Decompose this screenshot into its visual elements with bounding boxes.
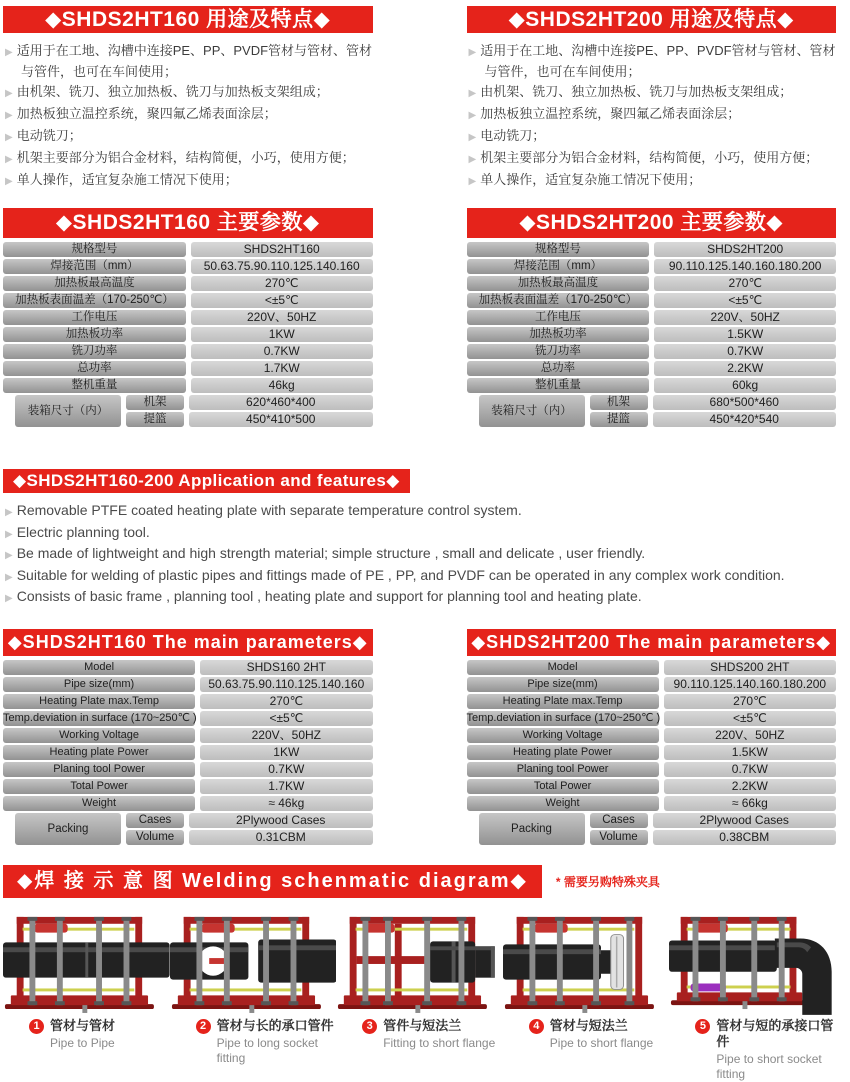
param-label: Total Power <box>467 779 659 794</box>
param-value: ≈ 66kg <box>664 796 836 811</box>
table-row <box>467 344 837 359</box>
caption-en: Pipe to short flange <box>549 1035 654 1050</box>
feature-item <box>5 82 373 103</box>
param-value: 90.110.125.140.160.180.200 <box>664 677 836 692</box>
param-value: 0.7KW <box>191 344 373 359</box>
param-value: 220V、50HZ <box>654 310 836 325</box>
param-value: SHDS2HT160 <box>191 242 373 257</box>
bullet-arrow-icon: ▶ <box>5 154 13 165</box>
feature-text: 机架主要部分为铝合金材料，结构简便，小巧，使用方便； <box>16 150 355 165</box>
table-row <box>590 830 837 845</box>
table-row <box>3 694 373 709</box>
features-cn-right <box>467 6 837 192</box>
param-label: Model <box>467 660 659 675</box>
bullet-arrow-icon: ▶ <box>5 88 13 99</box>
param-label: Model <box>3 660 195 675</box>
feature-item <box>5 566 836 588</box>
caption-en: Pipe to short socket fitting <box>716 1051 822 1081</box>
table-row <box>467 327 837 342</box>
param-sublabel: Cases <box>126 813 184 828</box>
caption-number-badge: 3 <box>362 1019 377 1034</box>
table-row <box>3 677 373 692</box>
param-sublabel: Volume <box>590 830 648 845</box>
table-row <box>467 276 837 291</box>
param-label: Total Power <box>3 779 195 794</box>
feature-item <box>5 587 836 609</box>
bullet-arrow-icon: ▶ <box>5 176 13 187</box>
bullet-arrow-icon: ▶ <box>468 154 477 165</box>
param-value: 2.2KW <box>664 779 836 794</box>
feature-text: 单人操作，适宜复杂施工情况下使用； <box>480 172 702 187</box>
table-row <box>467 310 837 325</box>
table-row <box>590 395 837 410</box>
feature-item <box>469 148 837 169</box>
table-row <box>3 310 373 325</box>
table-title: ◆SHDS2HT160 主要参数◆ <box>3 208 373 238</box>
bullet-arrow-icon: ▶ <box>5 593 13 604</box>
feature-text: 加热板独立温控系统，聚四氟乙烯表面涂层； <box>16 106 277 121</box>
feature-item <box>5 104 373 125</box>
feature-item <box>469 82 837 103</box>
table-row <box>467 779 837 794</box>
bullet-arrow-icon: ▶ <box>468 176 477 187</box>
bullet-arrow-icon: ▶ <box>468 132 477 143</box>
feature-text: 加热板独立温控系统，聚四氟乙烯表面涂层； <box>480 106 741 121</box>
table-row <box>590 813 837 828</box>
param-label: 加热板功率 <box>467 327 650 342</box>
param-value: 0.7KW <box>654 344 836 359</box>
param-label: 总功率 <box>3 361 186 376</box>
param-value: 0.38CBM <box>653 830 837 845</box>
caption-number-badge: 4 <box>529 1019 544 1034</box>
param-sublabel: 提篮 <box>126 412 184 427</box>
table-row <box>126 813 373 828</box>
param-sublabel: 机架 <box>590 395 648 410</box>
caption-number-badge: 5 <box>695 1019 710 1034</box>
table-row <box>3 378 373 393</box>
params-en-left <box>3 629 373 845</box>
param-value: 220V、50HZ <box>191 310 373 325</box>
param-label: 焊接范围（mm） <box>467 259 650 274</box>
param-label: 工作电压 <box>3 310 186 325</box>
feature-item <box>5 170 373 191</box>
bullet-arrow-icon: ▶ <box>468 110 477 121</box>
caption-en: Fitting to short flange <box>383 1035 496 1050</box>
table-title: ◆SHDS2HT160 The main parameters◆ <box>3 629 373 656</box>
table-row <box>3 327 373 342</box>
param-value: 1KW <box>200 745 372 760</box>
param-value: 1.7KW <box>191 361 373 376</box>
table-row <box>467 728 837 743</box>
diagram-cell <box>170 908 337 1016</box>
diagram-cell <box>503 908 670 1016</box>
features-cn-section <box>3 6 836 192</box>
param-label: Working Voltage <box>3 728 195 743</box>
param-value: SHDS2HT200 <box>654 242 836 257</box>
param-label: 加热板表面温差（170-250℃） <box>467 293 650 308</box>
welding-diagrams <box>3 908 836 1016</box>
feature-item <box>469 170 837 191</box>
caption-cn: 管材与短法兰 <box>549 1017 628 1033</box>
table-row <box>126 412 373 427</box>
packing-row <box>467 813 837 845</box>
bullet-arrow-icon: ▶ <box>5 47 13 58</box>
table-row <box>3 293 373 308</box>
param-value: 1KW <box>191 327 373 342</box>
params-cn-left <box>3 208 373 427</box>
feature-item <box>5 523 836 545</box>
param-value: 2Plywood Cases <box>189 813 373 828</box>
feature-text: Be made of lightweight and high strength material; simple structure , small and delicate , user friendly. <box>16 545 646 561</box>
caption-number-badge: 1 <box>29 1019 44 1034</box>
param-label: 整机重量 <box>3 378 186 393</box>
caption-en: Pipe to Pipe <box>50 1035 115 1050</box>
features-cn-left <box>3 6 373 192</box>
table-title: ◆SHDS2HT200 The main parameters◆ <box>467 629 837 656</box>
param-value: 46kg <box>191 378 373 393</box>
caption <box>170 1018 337 1082</box>
feature-text: Electric planning tool. <box>16 523 150 540</box>
diagram-captions <box>3 1018 836 1082</box>
packing-row <box>3 395 373 427</box>
caption <box>503 1018 670 1082</box>
feature-item <box>469 104 837 125</box>
feature-list <box>5 501 836 609</box>
param-value: 2.2KW <box>654 361 836 376</box>
feature-text: 适用于在工地、沟槽中连接PE、PP、PVDF管材与管材、管材与管件，也可在车间使用； <box>16 43 373 79</box>
feature-item <box>469 41 837 81</box>
param-value: 270℃ <box>654 276 836 291</box>
caption-cn: 管材与长的承口管件 <box>216 1017 334 1033</box>
param-label: Planing tool Power <box>467 762 659 777</box>
param-value: 60kg <box>654 378 836 393</box>
param-label: 规格型号 <box>3 242 186 257</box>
bullet-arrow-icon: ▶ <box>5 571 13 583</box>
params-cn-section <box>3 208 836 427</box>
params-en-section <box>3 629 836 845</box>
features-en-section <box>3 469 836 609</box>
param-value: 50.63.75.90.110.125.140.160 <box>191 259 373 274</box>
feature-text: 电动铣刀； <box>16 128 82 143</box>
bullet-arrow-icon: ▶ <box>468 88 477 99</box>
table-row <box>590 412 837 427</box>
param-label: 总功率 <box>467 361 650 376</box>
table-row <box>467 694 837 709</box>
packing-row <box>3 813 373 845</box>
param-label: Heating plate Power <box>467 745 659 760</box>
bullet-arrow-icon: ▶ <box>5 550 13 561</box>
feature-text: 由机架、铣刀、独立加热板、铣刀与加热板支架组成； <box>16 84 329 99</box>
table-row <box>3 762 373 777</box>
table-row <box>467 242 837 257</box>
diagram-cell <box>3 908 170 1016</box>
param-label: Pipe size(mm) <box>3 677 195 692</box>
table-row <box>3 711 373 726</box>
param-label: Weight <box>467 796 659 811</box>
param-label: 焊接范围（mm） <box>3 259 186 274</box>
machine-illustration-pipe-to-long-socket <box>170 908 337 1016</box>
param-value: 0.31CBM <box>189 830 373 845</box>
feature-text: Suitable for welding of plastic pipes and fittings made of PE , PP, and PVDF can be operated in any complex work condition. <box>16 566 785 583</box>
table-row <box>3 242 373 257</box>
param-value: 270℃ <box>200 694 372 709</box>
table-row <box>467 677 837 692</box>
welding-section-header <box>3 865 836 898</box>
feature-item <box>5 41 373 81</box>
param-label: Pipe size(mm) <box>467 677 659 692</box>
params-cn-right <box>467 208 837 427</box>
param-value: 450*410*500 <box>189 412 373 427</box>
param-value: 620*460*400 <box>189 395 373 410</box>
caption-cn: 管材与短的承接口管件 <box>716 1017 834 1049</box>
param-value: <±5℃ <box>200 711 372 726</box>
param-value: <±5℃ <box>664 711 836 726</box>
table-row <box>467 293 837 308</box>
param-value: ≈ 46kg <box>200 796 372 811</box>
params-en-right <box>467 629 837 845</box>
machine-illustration-pipe-to-short-flange <box>503 908 670 1016</box>
feature-item <box>5 501 836 523</box>
table-row <box>3 344 373 359</box>
feature-item <box>5 544 836 566</box>
bullet-arrow-icon: ▶ <box>5 132 13 143</box>
table-row <box>467 259 837 274</box>
feature-text: 电动铣刀； <box>480 128 546 143</box>
section-title: ◆SHDS2HT200 用途及特点◆ <box>467 6 837 33</box>
packing-row <box>467 395 837 427</box>
param-label: 铣刀功率 <box>467 344 650 359</box>
param-label: 加热板表面温差（170-250℃） <box>3 293 186 308</box>
table-row <box>467 361 837 376</box>
packing-label: 装箱尺寸（内） <box>15 395 121 427</box>
param-value: 50.63.75.90.110.125.140.160 <box>200 677 372 692</box>
caption <box>336 1018 503 1082</box>
param-table <box>467 660 837 845</box>
feature-item <box>469 126 837 147</box>
table-row <box>467 378 837 393</box>
param-value: <±5℃ <box>191 293 373 308</box>
param-value: <±5℃ <box>654 293 836 308</box>
table-row <box>126 395 373 410</box>
param-value: 0.7KW <box>200 762 372 777</box>
param-value: SHDS160 2HT <box>200 660 372 675</box>
feature-text: Consists of basic frame , planning tool , heating plate and support for planning tool and heating plate. <box>16 588 642 604</box>
param-label: Heating Plate max.Temp <box>3 694 195 709</box>
caption <box>669 1018 836 1082</box>
table-row <box>3 779 373 794</box>
param-label: Temp.deviation in surface (170~250℃ ) <box>3 711 197 724</box>
table-row <box>3 259 373 274</box>
param-table <box>3 660 373 845</box>
table-row <box>467 711 837 726</box>
table-title: ◆SHDS2HT200 主要参数◆ <box>467 208 837 238</box>
param-value: 90.110.125.140.160.180.200 <box>654 259 836 274</box>
param-table <box>3 242 373 427</box>
table-row <box>3 660 373 675</box>
param-value: 270℃ <box>664 694 836 709</box>
feature-text: 单人操作，适宜复杂施工情况下使用； <box>16 172 238 187</box>
param-label: Working Voltage <box>467 728 659 743</box>
param-value: 1.5KW <box>664 745 836 760</box>
param-value: 220V、50HZ <box>664 728 836 743</box>
param-label: 整机重量 <box>467 378 650 393</box>
packing-label: Packing <box>15 813 121 845</box>
table-row <box>467 745 837 760</box>
section-title: ◆SHDS2HT160 用途及特点◆ <box>3 6 373 33</box>
feature-list <box>5 41 373 191</box>
section-title: ◆SHDS2HT160-200 Application and features◆ <box>3 469 410 493</box>
param-value: 680*500*460 <box>653 395 837 410</box>
param-value: 220V、50HZ <box>200 728 372 743</box>
param-label: Weight <box>3 796 195 811</box>
packing-label: 装箱尺寸（内） <box>479 395 585 427</box>
caption <box>3 1018 170 1082</box>
table-row <box>126 830 373 845</box>
caption-number-badge: 2 <box>196 1019 211 1034</box>
param-label: Temp.deviation in surface (170~250℃ ) <box>466 711 661 724</box>
diagram-cell <box>669 908 836 1016</box>
table-row <box>3 361 373 376</box>
bullet-arrow-icon: ▶ <box>5 507 13 518</box>
table-row <box>467 660 837 675</box>
param-value: 2Plywood Cases <box>653 813 837 828</box>
table-row <box>3 728 373 743</box>
table-row <box>467 796 837 811</box>
packing-label: Packing <box>479 813 585 845</box>
param-sublabel: Cases <box>590 813 648 828</box>
section-title: ◆焊 接 示 意 图 Welding schenmatic diagram◆ <box>3 865 542 898</box>
diagram-cell <box>336 908 503 1016</box>
bullet-arrow-icon: ▶ <box>5 110 13 121</box>
param-value: 0.7KW <box>664 762 836 777</box>
param-label: 加热板最高温度 <box>467 276 650 291</box>
param-label: 规格型号 <box>467 242 650 257</box>
param-value: 270℃ <box>191 276 373 291</box>
param-label: 工作电压 <box>467 310 650 325</box>
table-row <box>3 796 373 811</box>
param-value: 450*420*540 <box>653 412 837 427</box>
bullet-arrow-icon: ▶ <box>468 47 477 58</box>
param-value: SHDS200 2HT <box>664 660 836 675</box>
caption-cn: 管件与短法兰 <box>383 1017 462 1033</box>
feature-text: Removable PTFE coated heating plate with separate temperature control system. <box>16 502 522 518</box>
param-value: 1.7KW <box>200 779 372 794</box>
machine-illustration-pipe-to-pipe <box>3 908 170 1016</box>
caption-en: Pipe to long socket fitting <box>216 1035 318 1065</box>
param-sublabel: 机架 <box>126 395 184 410</box>
param-label: 加热板最高温度 <box>3 276 186 291</box>
machine-illustration-fitting-to-short-flange <box>336 908 503 1016</box>
caption-cn: 管材与管材 <box>50 1017 116 1033</box>
param-label: Planing tool Power <box>3 762 195 777</box>
feature-text: 适用于在工地、沟槽中连接PE、PP、PVDF管材与管材、管材与管件，也可在车间使用； <box>480 43 836 79</box>
param-label: Heating plate Power <box>3 745 195 760</box>
feature-text: 由机架、铣刀、独立加热板、铣刀与加热板支架组成； <box>480 84 793 99</box>
feature-item <box>5 126 373 147</box>
param-value: 1.5KW <box>654 327 836 342</box>
param-label: Heating Plate max.Temp <box>467 694 659 709</box>
param-table <box>467 242 837 427</box>
feature-item <box>5 148 373 169</box>
table-row <box>3 745 373 760</box>
machine-illustration-pipe-to-short-socket <box>669 908 836 1016</box>
param-label: 铣刀功率 <box>3 344 186 359</box>
param-sublabel: 提篮 <box>590 412 648 427</box>
feature-list <box>469 41 837 191</box>
welding-note: * 需要另购特殊夹具 <box>555 874 660 889</box>
param-sublabel: Volume <box>126 830 184 845</box>
table-row <box>467 762 837 777</box>
bullet-arrow-icon: ▶ <box>5 528 13 540</box>
table-row <box>3 276 373 291</box>
feature-text: 机架主要部分为铝合金材料，结构简便，小巧，使用方便； <box>480 150 819 165</box>
param-label: 加热板功率 <box>3 327 186 342</box>
